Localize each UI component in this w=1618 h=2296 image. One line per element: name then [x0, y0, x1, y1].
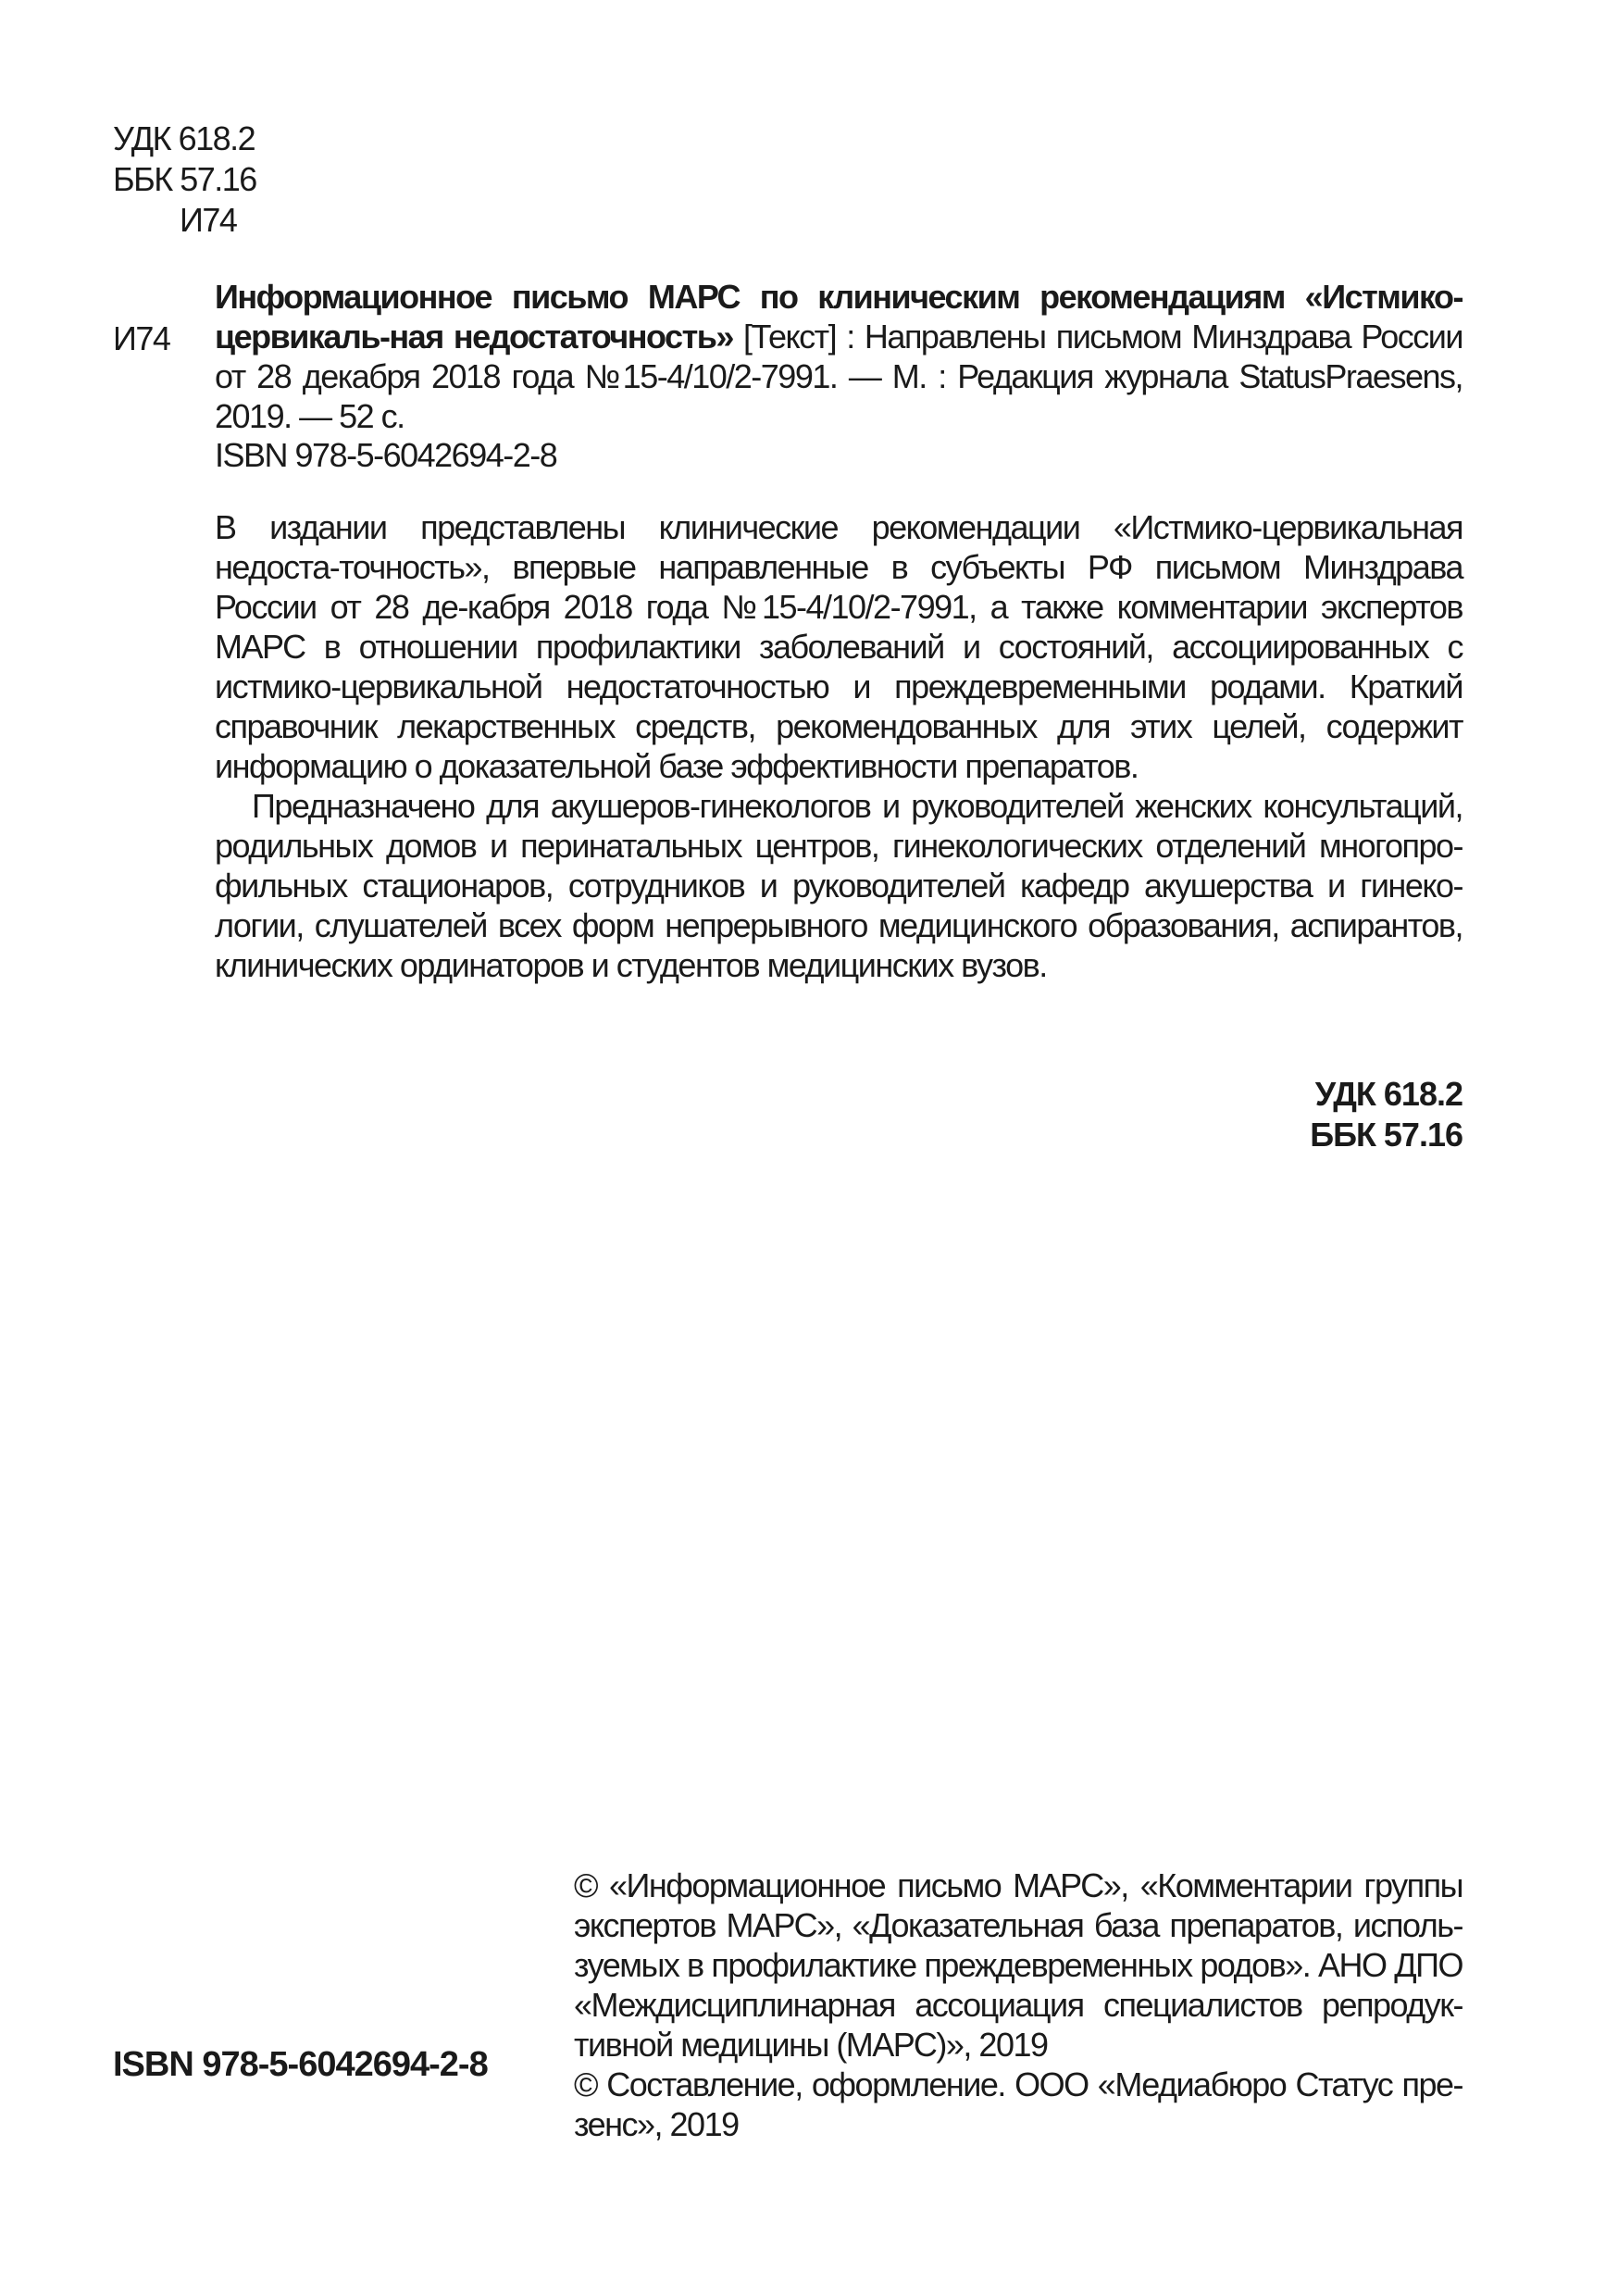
bbk-code-bold: ББК 57.16: [1310, 1116, 1462, 1154]
udk-code: УДК 618.2: [113, 119, 255, 157]
annotation-paragraph-2: Предназначено для акушеров-гинекологов и руководителей женских консультаций, родильных домов и перинатальных центров, гинекологических отделений многопро-фильных стационаров, сотрудников и руководителей кафедр акушерства и гинеко-логии, слушателей всех форм непрерывного медицинского образования, аспирантов, клинических ординаторов и студентов медицинских вузов.: [215, 787, 1462, 984]
reference-isbn: ISBN 978-5-6042694-2-8: [215, 436, 557, 474]
bbk-code: ББК 57.16: [113, 160, 256, 198]
annotation: [215, 507, 1462, 985]
copyright-line-2: © Составление, оформление. ООО «Медиабюро Статус пре-зенс», 2019: [574, 2065, 1462, 2143]
reference-details: [Текст] : Направлены письмом Минздрава России от 28 декабря 2018 года №15-4/10/2-7991. — М. : Редакция журнала StatusPraesens, 2019. — 52 с.: [215, 318, 1463, 435]
classification-codes-top: [113, 119, 256, 241]
annotation-paragraph-1: В издании представлены клинические рекомендации «Истмико-цервикальная недоста-точность», впервые направленные в субъекты РФ письмом Минздрава России от 28 де-кабря 2018 года №15-4/10/2-7991, а также комментарии экспертов МАРС в отношении профилактики заболеваний и состояний, ассоциированных с истмико-цервикальной недостаточностью и преждевременными родами. Краткий справочник лекарственных средств, рекомендованных для этих целей, содержит информацию о доказательной базе эффективности препаратов.: [215, 508, 1462, 785]
classification-codes-bottom: [1310, 1074, 1462, 1155]
bibliographic-reference: [215, 277, 1462, 436]
copyright-block: [574, 1866, 1462, 2144]
reference-author-index: И74: [113, 319, 170, 357]
reference-title: Информационное письмо МАРС по клиническим рекомендациям «Истмико-цервикаль-ная недостаточность»: [215, 278, 1462, 356]
isbn-bottom: ISBN 978-5-6042694-2-8: [113, 2045, 488, 2084]
udk-code-bold: УДК 618.2: [1314, 1075, 1462, 1113]
copyright-line-1: © «Информационное письмо МАРС», «Комментарии группы экспертов МАРС», «Доказательная база препаратов, исполь-зуемых в профилактике преждевременных родов». АНО ДПО «Междисциплинарная ассоциация специалистов репродук-тивной медицины (МАРС)», 2019: [574, 1866, 1462, 2064]
author-index: И74: [180, 201, 237, 239]
